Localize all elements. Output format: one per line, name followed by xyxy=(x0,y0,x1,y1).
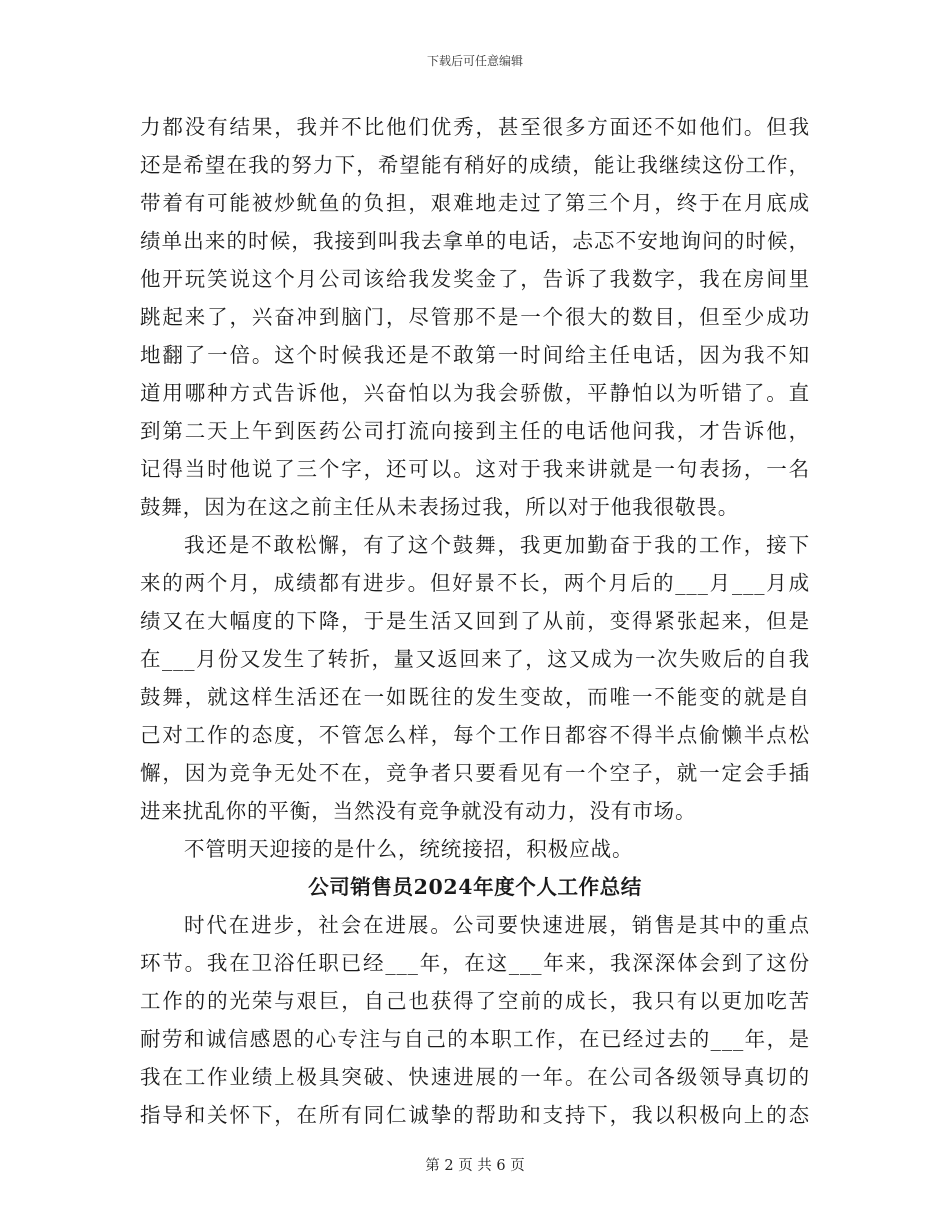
document-body xyxy=(140,108,810,1134)
paragraph-line: 地翻了一倍。这个时候我还是不敢第一时间给主任电话，因为我不知 xyxy=(140,343,810,367)
paragraph-line: 鼓舞，就这样生活还在一如既往的发生变故，而唯一不能变的就是自 xyxy=(140,685,810,709)
paragraph-line-last: 进来扰乱你的平衡，当然没有竞争就没有动力，没有市场。 xyxy=(140,799,697,823)
paragraph-line: 绩单出来的时候，我接到叫我去拿单的电话，忐忑不安地询问的时候， xyxy=(140,229,810,253)
paragraph-line: 环节。我在卫浴任职已经___年，在这___年来，我深深体会到了这份 xyxy=(140,951,810,975)
paragraph-line: 记得当时他说了三个字，还可以。这对于我来讲就是一句表扬，一名 xyxy=(140,457,810,481)
paragraph-line: 绩又在大幅度的下降，于是生活又回到了从前，变得紧张起来，但是 xyxy=(140,609,810,633)
paragraph-line: 到第二天上午到医药公司打流向接到主任的电话他问我，才告诉他， xyxy=(140,419,810,443)
paragraph-line: 力都没有结果，我并不比他们优秀，甚至很多方面还不如他们。但我 xyxy=(140,115,810,139)
paragraph-first-line: 我还是不敢松懈，有了这个鼓舞，我更加勤奋于我的工作，接下 xyxy=(184,533,810,557)
paragraph-line: 己对工作的态度，不管怎么样，每个工作日都容不得半点偷懒半点松 xyxy=(140,723,810,747)
paragraph-line: 工作的的光荣与艰巨，自己也获得了空前的成长，我只有以更加吃苦 xyxy=(140,989,810,1013)
section-heading: 公司销售员2024年度个人工作总结 xyxy=(308,875,642,899)
paragraph-line: 跳起来了，兴奋冲到脑门，尽管那不是一个很大的数目，但至少成功 xyxy=(140,305,810,329)
paragraph-line: 我在工作业绩上极具突破、快速进展的一年。在公司各级领导真切的 xyxy=(140,1065,810,1089)
paragraph-line: 带着有可能被炒鱿鱼的负担，艰难地走过了第三个月，终于在月底成 xyxy=(140,191,810,215)
paragraph-line: 来的两个月，成绩都有进步。但好景不长，两个月后的___月___月成 xyxy=(140,571,810,595)
paragraph-single-line: 不管明天迎接的是什么，统统接招，积极应战。 xyxy=(184,837,634,861)
paragraph-line: 指导和关怀下，在所有同仁诚挚的帮助和支持下，我以积极向上的态 xyxy=(140,1103,810,1127)
paragraph-line: 在___月份又发生了转折，量又返回来了，这又成为一次失败后的自我 xyxy=(140,647,810,671)
paragraph-line: 还是希望在我的努力下，希望能有稍好的成绩，能让我继续这份工作， xyxy=(140,153,810,177)
paragraph-line: 道用哪种方式告诉他，兴奋怕以为我会骄傲，平静怕以为听错了。直 xyxy=(140,381,810,405)
page-header: 下载后可任意编辑 xyxy=(426,54,523,68)
paragraph-first-line: 时代在进步，社会在进展。公司要快速进展，销售是其中的重点 xyxy=(184,913,810,937)
paragraph-line: 耐劳和诚信感恩的心专注与自己的本职工作，在已经过去的___年，是 xyxy=(140,1027,810,1051)
paragraph-line: 懈，因为竞争无处不在，竞争者只要看见有一个空子，就一定会手插 xyxy=(140,761,810,785)
paragraph-line: 他开玩笑说这个月公司该给我发奖金了，告诉了我数字，我在房间里 xyxy=(140,267,810,291)
page-number-footer: 第 2 页 共 6 页 xyxy=(425,1158,525,1174)
paragraph-line-last: 鼓舞，因为在这之前主任从未表扬过我，所以对于他我很敬畏。 xyxy=(140,495,740,519)
